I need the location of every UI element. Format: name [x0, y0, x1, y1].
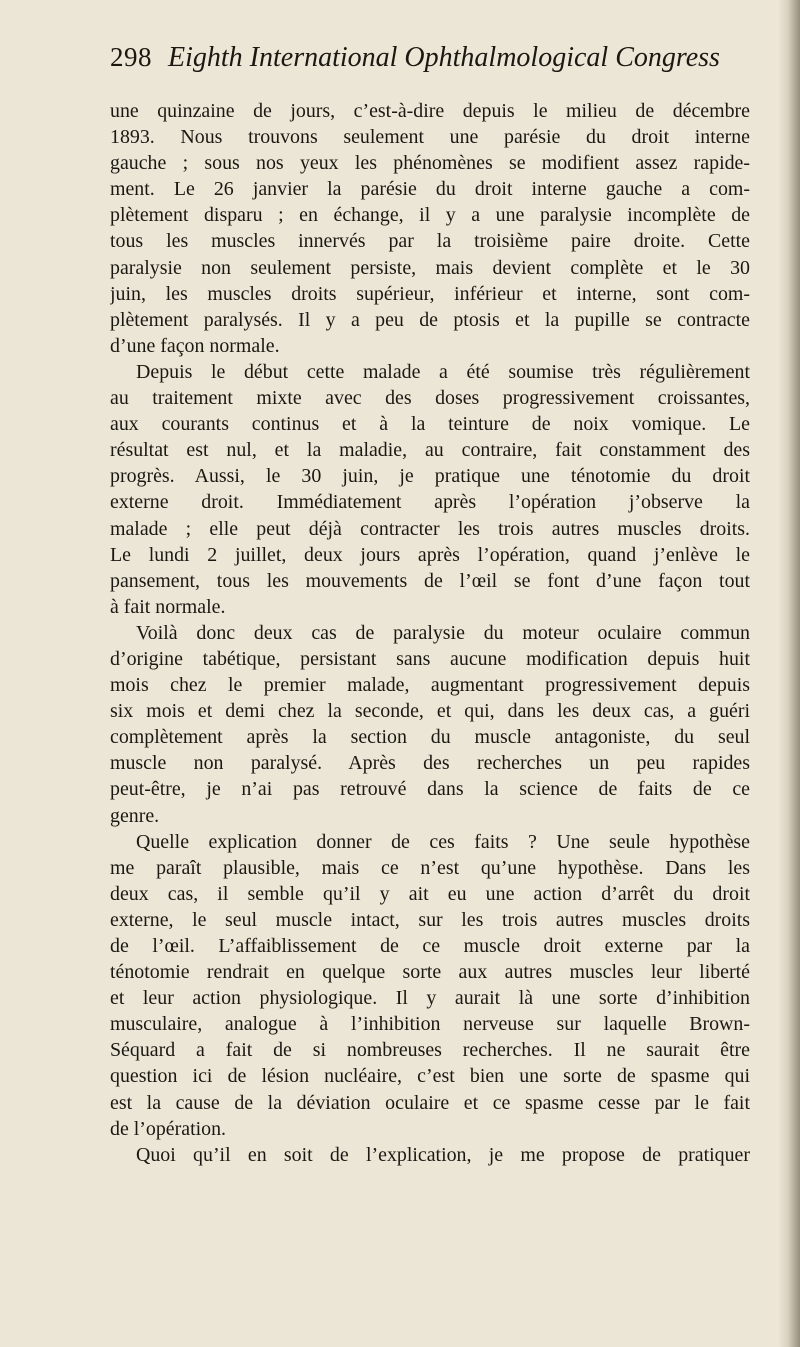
paragraph: [110, 359, 750, 620]
text-line: gauche ; sous nos yeux les phénomènes se modifient assez rapide-: [110, 152, 750, 175]
paragraph: [110, 1142, 750, 1168]
journal-title: Eighth International Ophthalmological Congress: [168, 42, 720, 73]
paragraph: [110, 829, 750, 1142]
text-line: six mois et demi chez la seconde, et qui, dans les deux cas, a guéri: [110, 700, 750, 723]
text-line: Depuis le début cette malade a été soumise très régulièrement: [136, 360, 750, 383]
body-text: [110, 98, 750, 1168]
text-line: de l’œil. L’affaiblissement de ce muscle droit externe par la: [110, 935, 750, 957]
text-line: d’une façon normale.: [110, 334, 280, 357]
paragraph: [110, 620, 750, 829]
text-line: juin, les muscles droits supérieur, inférieur et interne, sont com-: [110, 282, 750, 305]
text-line: de l’opération.: [110, 1117, 226, 1140]
text-line: externe, le seul muscle intact, sur les trois autres muscles droits: [110, 908, 750, 931]
text-line: Quelle explication donner de ces faits ? Une seule hypothèse: [136, 830, 750, 853]
text-line: question ici de lésion nucléaire, c’est bien une sorte de spasme qui: [110, 1065, 750, 1088]
text-line: malade ; elle peut déjà contracter les trois autres muscles droits.: [110, 517, 750, 540]
text-line: à fait normale.: [110, 595, 226, 618]
page-number: 298: [110, 42, 152, 72]
text-line: résultat est nul, et la maladie, au contraire, fait constamment des: [110, 439, 750, 462]
text-line: Quoi qu’il en soit de l’explication, je me propose de pratiquer: [136, 1143, 750, 1166]
text-line: pansement, tous les mouvements de l’œil se font d’une façon tout: [110, 569, 750, 592]
text-line: Voilà donc deux cas de paralysie du moteur oculaire commun: [136, 621, 750, 644]
text-line: externe droit. Immédiatement après l’opération j’observe la: [110, 491, 750, 514]
text-line: peut-être, je n’ai pas retrouvé dans la science de faits de ce: [110, 778, 750, 801]
paragraph: [110, 98, 750, 359]
text-line: au traitement mixte avec des doses progressivement croissantes,: [110, 387, 750, 410]
text-line: musculaire, analogue à l’inhibition nerveuse sur laquelle Brown-: [110, 1013, 750, 1036]
page-edge-shadow: [778, 0, 800, 1347]
text-line: aux courants continus et à la teinture de noix vomique. Le: [110, 413, 750, 436]
text-line: genre.: [110, 804, 160, 827]
text-line: Le lundi 2 juillet, deux jours après l’opération, quand j’enlève le: [110, 543, 750, 566]
text-line: 1893. Nous trouvons seulement une parésie du droit interne: [110, 126, 750, 149]
text-line: ténotomie rendrait en quelque sorte aux autres muscles leur liberté: [110, 961, 750, 984]
text-line: progrès. Aussi, le 30 juin, je pratique une ténotomie du droit: [110, 465, 750, 488]
text-line: complètement après la section du muscle antagoniste, du seul: [110, 726, 750, 749]
text-line: deux cas, il semble qu’il y ait eu une action d’arrêt du droit: [110, 882, 750, 905]
text-line: d’origine tabétique, persistant sans aucune modification depuis huit: [110, 647, 750, 670]
text-line: une quinzaine de jours, c’est-à-dire depuis le milieu de décembre: [110, 100, 750, 122]
running-head: [110, 42, 750, 86]
text-line: paralysie non seulement persiste, mais devient complète et le 30: [110, 256, 750, 279]
text-line: me paraît plausible, mais ce n’est qu’une hypothèse. Dans les: [110, 856, 750, 879]
text-line: muscle non paralysé. Après des recherches un peu rapides: [110, 752, 750, 775]
text-line: ment. Le 26 janvier la parésie du droit interne gauche a com-: [110, 178, 750, 201]
text-line: et leur action physiologique. Il y aurait là une sorte d’inhibition: [110, 987, 750, 1010]
text-line: mois chez le premier malade, augmentant progressivement depuis: [110, 674, 750, 697]
text-line: plètement disparu ; en échange, il y a une paralysie incomplète de: [110, 204, 750, 227]
text-line: tous les muscles innervés par la troisième paire droite. Cette: [110, 230, 750, 253]
text-line: Séquard a fait de si nombreuses recherches. Il ne saurait être: [110, 1039, 750, 1062]
text-line: est la cause de la déviation oculaire et ce spasme cesse par le fait: [110, 1091, 750, 1114]
text-line: plètement paralysés. Il y a peu de ptosis et la pupille se contracte: [110, 308, 750, 331]
